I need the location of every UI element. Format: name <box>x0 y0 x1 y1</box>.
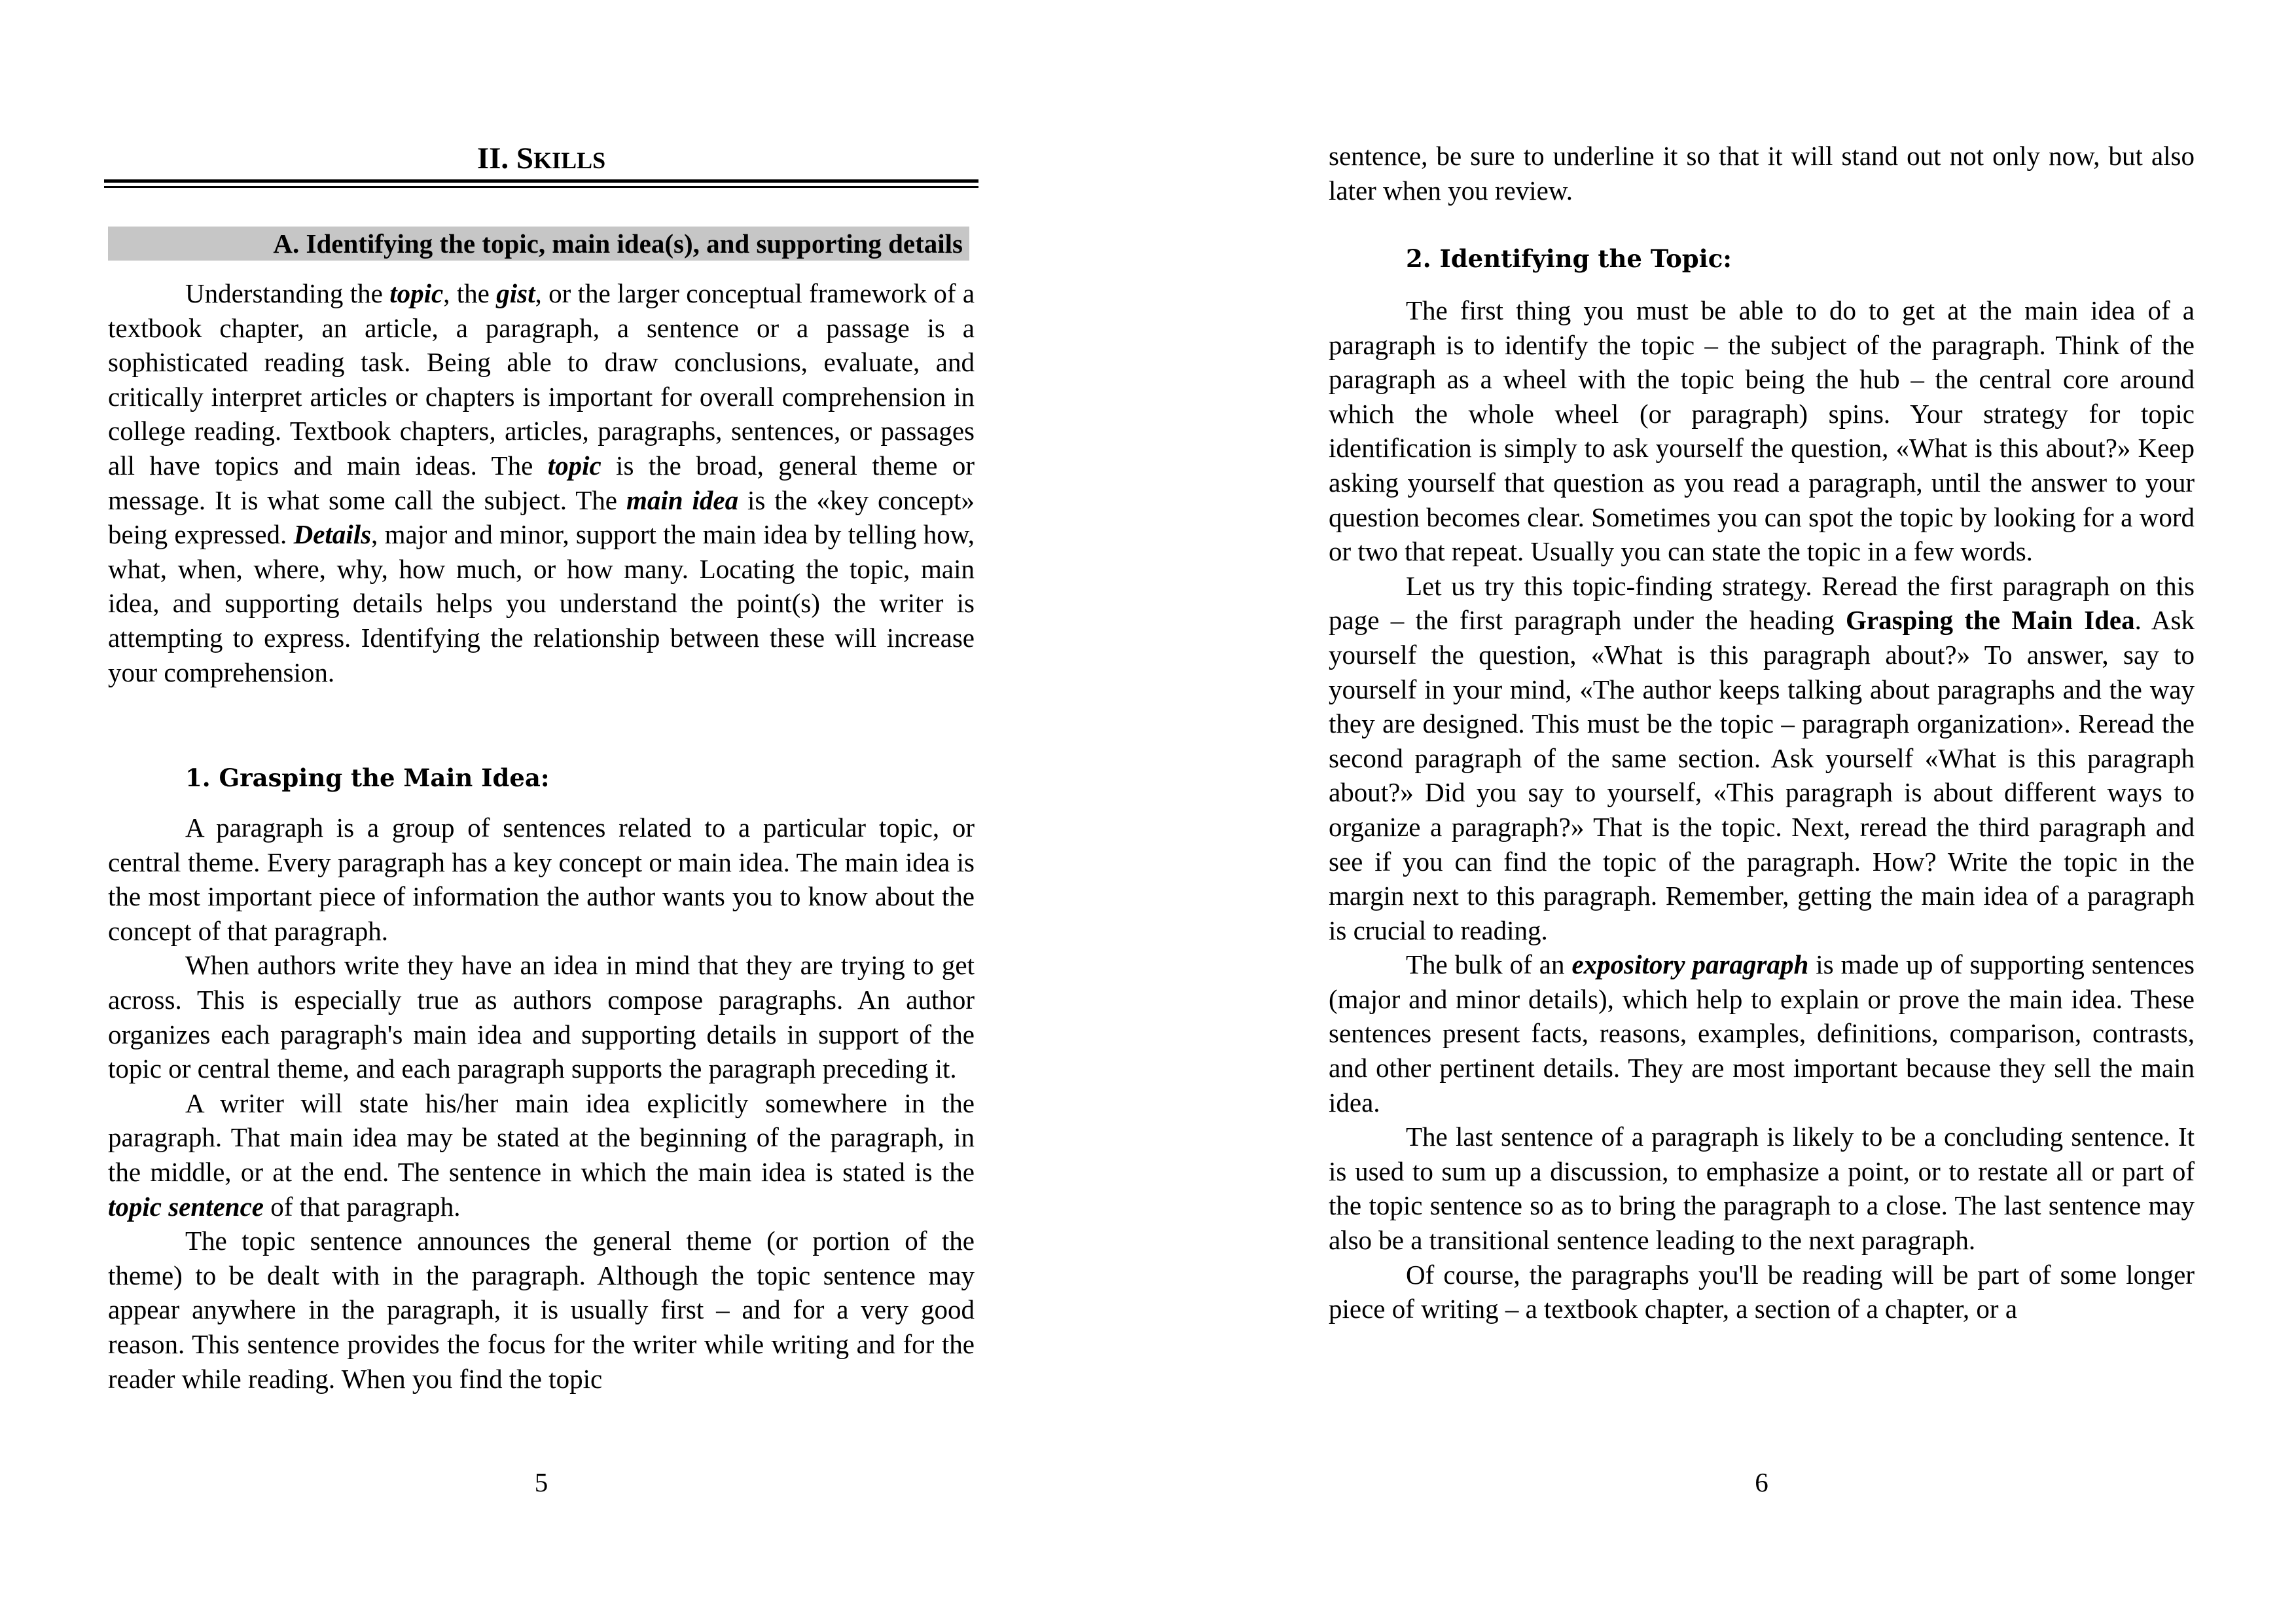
body-paragraph: The bulk of an expository paragraph is made up of supporting sentences (major and minor details), which help to explain or prove the main idea. These sentences present facts, reasons, examples, definitions, comparison, contrasts, and other pertinent details. They are most important because they sell the main idea. <box>1329 949 2195 1118</box>
right-body-text <box>1329 293 2195 1326</box>
chapter-title-rule-thick <box>104 179 978 183</box>
chapter-title-rule-thin <box>104 186 978 188</box>
chapter-title: II. SKILLS <box>476 141 606 175</box>
subheading-grasping-main-idea: 1. Grasping the Main Idea: <box>185 763 550 792</box>
body-paragraph: Let us try this topic-finding strategy. Reread the first paragraph on this page – the first paragraph under the heading Grasping the Main Idea. Ask yourself the question, «What is this paragraph about?» To answer, say to yourself in your mind, «The author keeps talking about paragraphs and the way they are designed. This must be the topic – paragraph organization». Reread the second paragraph of the same section. Ask yourself «What is this paragraph about?» Did you say to yourself, «This paragraph is about different ways to organize a paragraph?» That is the topic. Next, reread the third paragraph and see if you can find the topic of the paragraph. How? Write the topic in the margin next to this paragraph. Remember, getting the main idea of a paragraph is crucial to reading. <box>1329 570 2195 945</box>
continuation-block <box>1329 139 2195 208</box>
emphasized-term: Details <box>293 519 372 550</box>
body-paragraph: The topic sentence announces the general theme (or portion of the theme) to be dealt with in the paragraph. Although the topic sentence may appear anywhere in the paragraph, it is usually first – and for a very good reason. This sentence provides the focus for the writer while writing and for the reader while reading. When you find the topic <box>108 1226 975 1394</box>
emphasized-term: topic sentence <box>108 1191 264 1222</box>
emphasized-term: topic <box>547 450 601 481</box>
bold-term: Grasping the Main Idea <box>1845 605 2135 636</box>
body-paragraph: A writer will state his/her main idea explicitly somewhere in the paragraph. That main idea may be stated at the beginning of the paragraph, in the middle, or at the end. The sentence in which the main idea is stated is the topic sentence of that paragraph. <box>108 1087 975 1222</box>
body-paragraph: A paragraph is a group of sentences related to a particular topic, or central theme. Every paragraph has a key concept or main idea. The main idea is the most important piece of information the author wants you to know about the concept of that paragraph. <box>108 812 975 946</box>
body-paragraph: The last sentence of a paragraph is likely to be a concluding sentence. It is used to sum up a discussion, to emphasize a point, or to restate all or part of the topic sentence so as to bring the paragraph to a close. The last sentence may also be a transitional sentence leading to the next paragraph. <box>1329 1122 2195 1256</box>
emphasized-term: main idea <box>626 484 739 515</box>
body-paragraph: When authors write they have an idea in mind that they are trying to get across. This is especially true as authors compose paragraphs. An author organizes each paragraph's main idea and supporting details in support of the topic or central theme, and each paragraph supports the paragraph preceding it. <box>108 950 975 1084</box>
page-number: 6 <box>1755 1467 1768 1497</box>
emphasized-term: gist <box>496 278 535 308</box>
left-body-text <box>108 811 975 1396</box>
subheading-identifying-topic: 2. Identifying the Topic: <box>1406 244 1732 273</box>
body-paragraph: Of course, the paragraphs you'll be reading will be part of some longer piece of writing – a textbook chapter, a section of a chapter, or a <box>1329 1259 2195 1324</box>
right-page <box>1329 0 2195 1623</box>
intro-paragraph-block <box>108 276 975 689</box>
emphasized-term: expository paragraph <box>1571 949 1809 980</box>
page-number: 5 <box>534 1467 548 1497</box>
continuation-paragraph: sentence, be sure to underline it so that it will stand out not only now, but also later when you review. <box>1329 141 2195 206</box>
body-paragraph: The first thing you must be able to do to get at the main idea of a paragraph is to identify the topic – the subject of the paragraph. Think of the paragraph as a wheel with the topic being the hub – the central core around which the whole wheel (or paragraph) spins. Your strategy for topic identification is simply to ask yourself the question, «What is this about?» Keep asking yourself that question as you read a paragraph, until the answer to your question becomes clear. Sometimes you can spot the topic by looking for a word or two that repeat. Usually you can state the topic in a few words. <box>1329 295 2195 567</box>
left-page <box>108 0 975 1623</box>
intro-paragraph: Understanding the topic, the gist, or the larger conceptual framework of a textbook chapter, an article, a paragraph, a sentence or a passage is a sophisticated reading task. Being able to draw conclusions, evaluate, and critically interpret articles or chapters is important for overall comprehension in college reading. Textbook chapters, articles, paragraphs, sentences, or passages all have topics and main ideas. The topic is the broad, general theme or message. It is what some call the subject. The main idea is the «key concept» being expressed. Details, major and minor, support the main idea by telling how, what, when, where, why, how much, or how many. Locating the topic, main idea, and supporting details helps you understand the point(s) the writer is attempting to express. Identifying the relationship between these will increase your comprehension. <box>108 278 975 687</box>
emphasized-term: topic <box>389 278 444 308</box>
section-heading: A. Identifying the topic, main idea(s), and supporting details <box>108 227 969 261</box>
